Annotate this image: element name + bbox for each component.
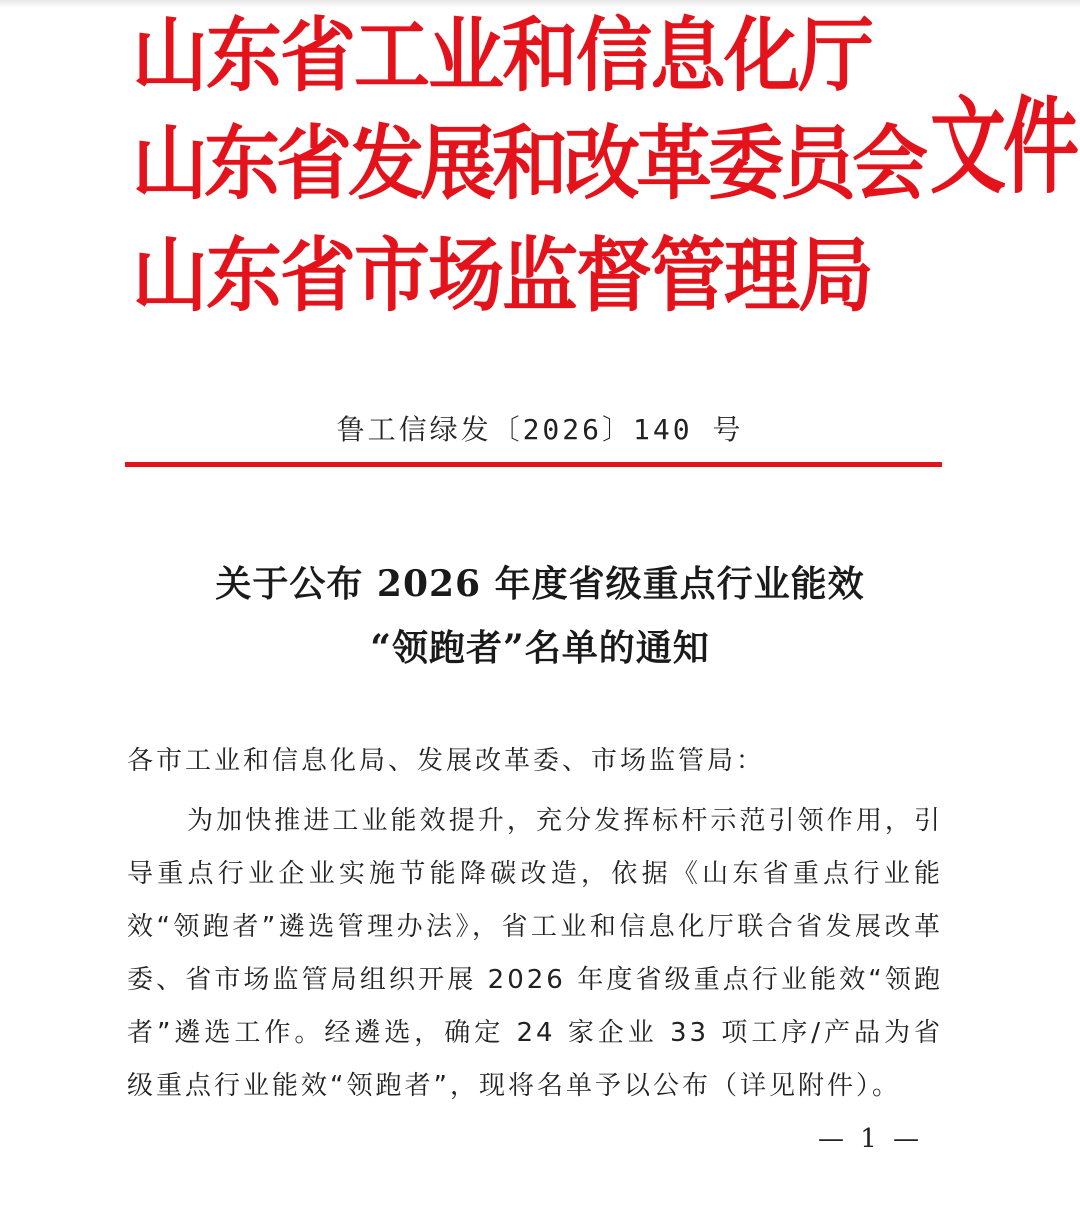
issuer-line: 山东省市场监督管理局 bbox=[132, 228, 872, 323]
red-header bbox=[132, 8, 1076, 323]
document-number: 鲁工信绿发〔2026〕140 号 bbox=[336, 413, 744, 446]
salutation: 各市工业和信息化局、发展改革委、市场监管局： bbox=[127, 746, 766, 776]
title-line: 关于公布 2026 年度省级重点行业能效 bbox=[215, 563, 865, 605]
issuer-name: 山东省发展和改革委员会 bbox=[132, 116, 924, 211]
red-divider bbox=[125, 462, 942, 467]
document-suffix: 文件 bbox=[930, 85, 1076, 208]
issuer-line-with-suffix bbox=[132, 85, 1076, 211]
issuer-line: 山东省工业和信息化厅 bbox=[132, 8, 872, 103]
title-line: “领跑者”名单的通知 bbox=[370, 627, 710, 669]
document-title bbox=[0, 552, 1080, 680]
page-top-edge bbox=[0, 0, 1080, 8]
page-number: — 1 — bbox=[818, 1124, 924, 1154]
body-paragraph: 为加快推进工业能效提升，充分发挥标杆示范引领作用，引导重点行业企业实施节能降碳改造，依据《山东省重点行业能效“领跑者”遴选管理办法》，省工业和信息化厅联合省发展改革委、省市场监管局组织开展 2026 年度省级重点行业能效“领跑者”遴选工作。经遴选，确定 24 家企业 33 项工序/产品为省级重点行业能效“领跑者”，现将名单予以公布（详见附件）。 bbox=[127, 806, 943, 1101]
